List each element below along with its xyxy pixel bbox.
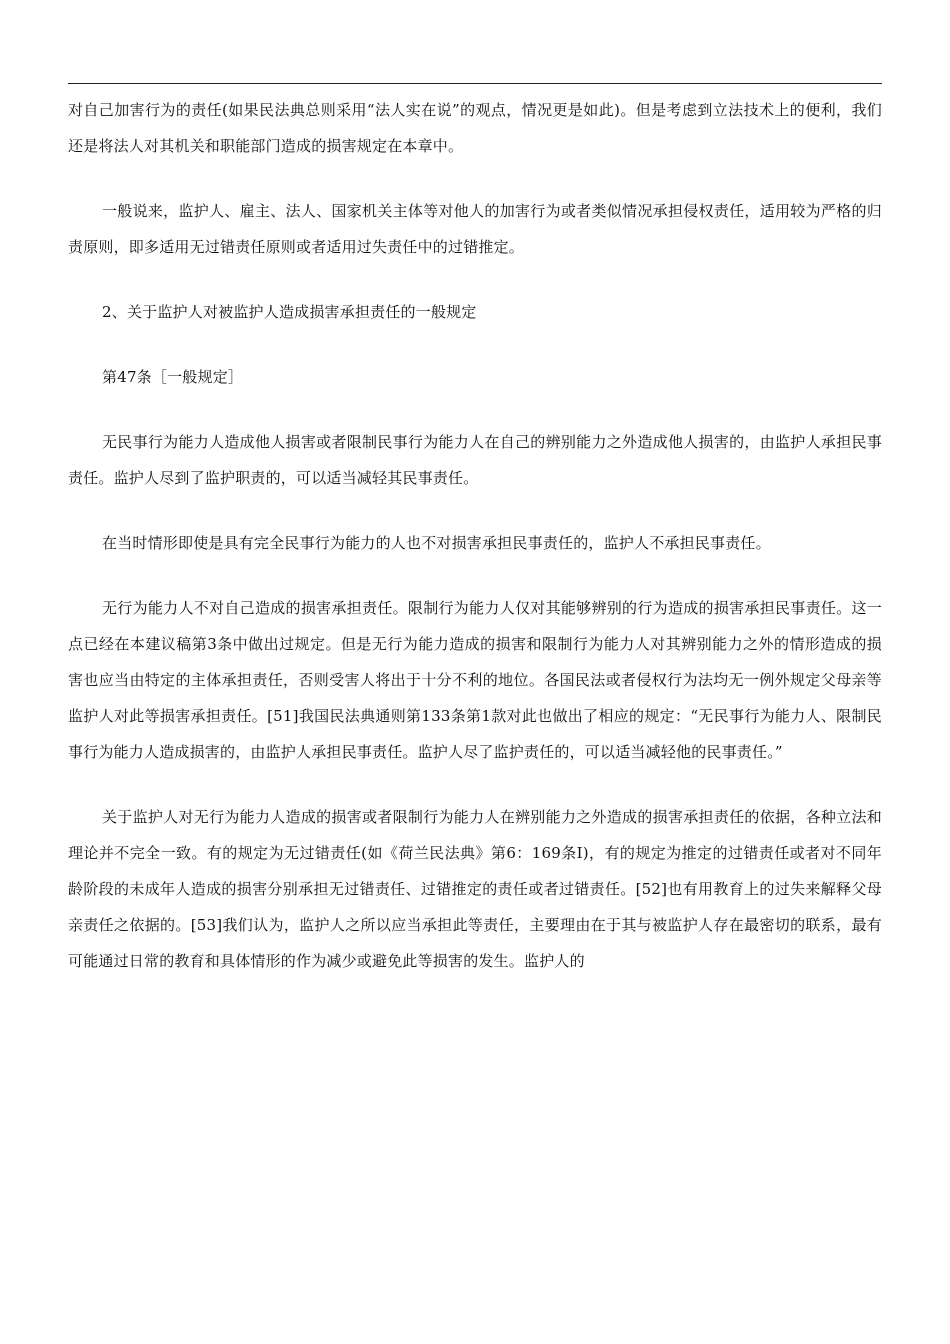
- document-body: [68, 92, 882, 979]
- commentary-paragraph-1: 无行为能力人不对自己造成的损害承担责任。限制行为能力人仅对其能够辨别的行为造成的损害承担民事责任。这一点已经在本建议稿第3条中做出过规定。但是无行为能力造成的损害和限制行为能力人对其辨别能力之外的情形造成的损害也应当由特定的主体承担责任，否则受害人将出于十分不利的地位。各国民法或者侵权行为法均无一例外规定父母亲等监护人对此等损害承担责任。[51]我国民法典通则第133条第1款对此也做出了相应的规定：“无民事行为能力人、限制民事行为能力人造成损害的，由监护人承担民事责任。监护人尽了监护责任的，可以适当减轻他的民事责任。”: [68, 599, 882, 761]
- document-page: [68, 0, 882, 1344]
- header-rule: [68, 83, 882, 84]
- commentary-paragraph-2: 关于监护人对无行为能力人造成的损害或者限制行为能力人在辨别能力之外造成的损害承担责任的依据，各种立法和理论并不完全一致。有的规定为无过错责任(如《荷兰民法典》第6：169条I)，有的规定为推定的过错责任或者对不同年龄阶段的未成年人造成的损害分别承担无过错责任、过错推定的责任或者过错责任。[52]也有用教育上的过失来解释父母亲责任之依据的。[53]我们认为，监护人之所以应当承担此等责任，主要理由在于其与被监护人存在最密切的联系，最有可能通过日常的教育和具体情形的作为减少或避免此等损害的发生。监护人的: [68, 808, 882, 970]
- article-heading: 第47条［一般规定］: [102, 368, 244, 386]
- paragraph-continuation: 对自己加害行为的责任(如果民法典总则采用“法人实在说”的观点，情况更是如此)。但是考虑到立法技术上的便利，我们还是将法人对其机关和职能部门造成的损害规定在本章中。: [68, 101, 882, 155]
- article-text-1: 无民事行为能力人造成他人损害或者限制民事行为能力人在自己的辨别能力之外造成他人损害的，由监护人承担民事责任。监护人尽到了监护职责的，可以适当减轻其民事责任。: [68, 433, 882, 487]
- section-heading: 2、关于监护人对被监护人造成损害承担责任的一般规定: [102, 303, 477, 321]
- paragraph-general-principle: 一般说来，监护人、雇主、法人、国家机关主体等对他人的加害行为或者类似情况承担侵权责任，适用较为严格的归责原则，即多适用无过错责任原则或者适用过失责任中的过错推定。: [68, 202, 882, 256]
- article-text-2: 在当时情形即使是具有完全民事行为能力的人也不对损害承担民事责任的，监护人不承担民事责任。: [102, 534, 771, 552]
